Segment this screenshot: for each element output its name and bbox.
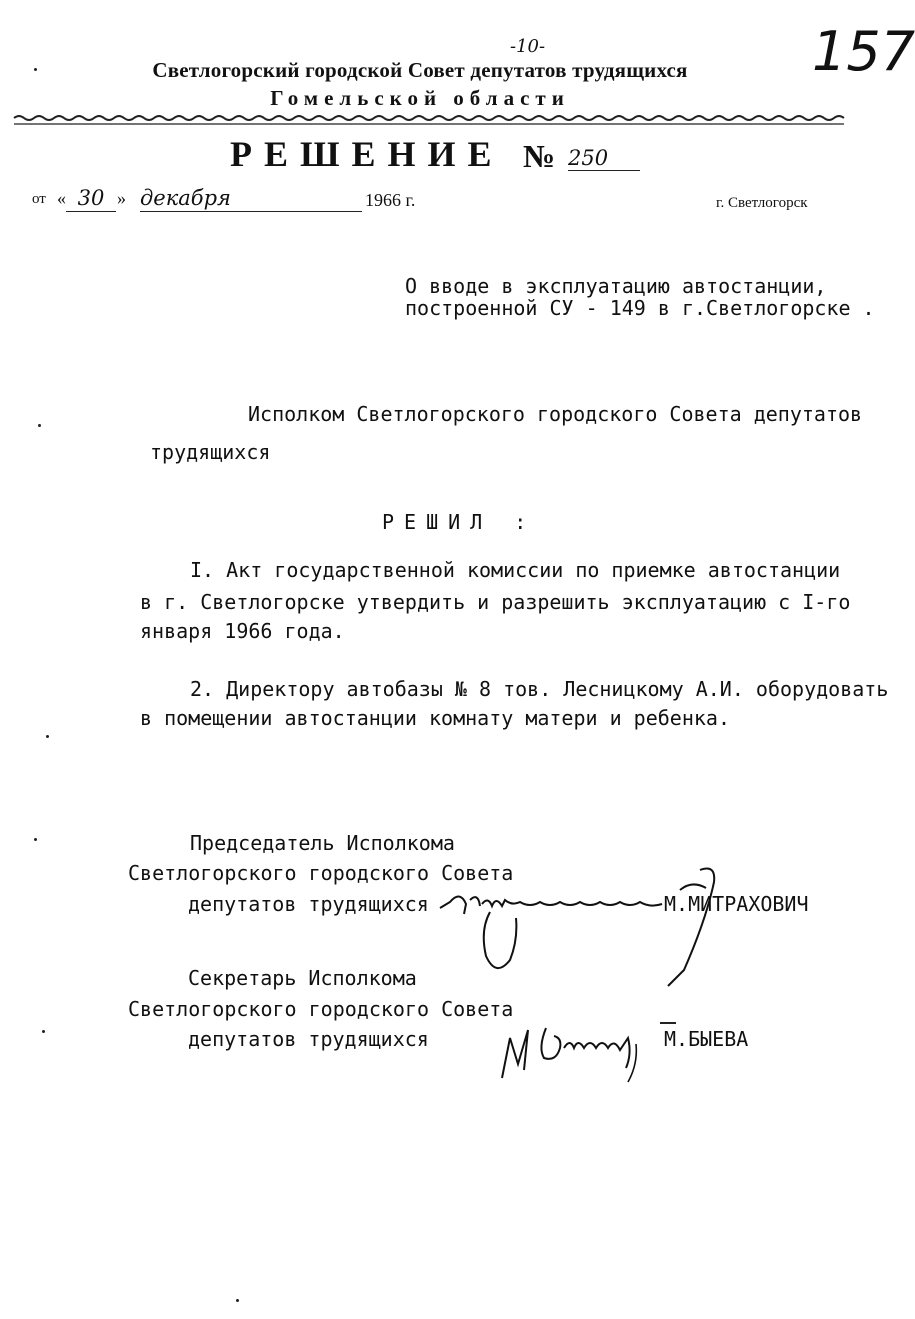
- secretary-name-stroke: [660, 1022, 676, 1024]
- secretary-signature: [488, 1008, 668, 1086]
- item-1-line-2: в г. Светлогорске утвердить и разрешить эксплуатацию с I-го: [140, 590, 851, 614]
- subject-line-1: О вводе в эксплуатацию автостанции,: [405, 274, 827, 298]
- date-day: 30: [66, 186, 116, 212]
- date-year: 1966 г.: [365, 190, 416, 210]
- intro-line-1: Исполком Светлогорского городского Совета депутатов: [248, 402, 863, 426]
- number-label: №: [523, 138, 556, 174]
- secretary-name: М.БЫЕВА: [664, 1027, 749, 1051]
- chair-title-1: Председатель Исполкома: [190, 831, 455, 855]
- document-number: 250: [568, 146, 640, 171]
- chair-title-2: Светлогорского городского Совета: [128, 861, 514, 885]
- document-title: РЕШЕНИЕ: [230, 134, 504, 174]
- scan-speck: [46, 735, 49, 738]
- chair-title-3: депутатов трудящихся: [188, 892, 429, 916]
- date-close-quote: »: [117, 188, 126, 208]
- intro-line-2: трудящихся: [150, 440, 271, 464]
- scan-speck: [34, 838, 37, 841]
- page-number-small: -10-: [510, 36, 546, 57]
- date-prefix: от: [32, 191, 46, 207]
- chair-name: М.МИТРАХОВИЧ: [664, 892, 809, 916]
- header-wavy-rule: [14, 112, 844, 130]
- item-2-line-1: 2. Директору автобазы № 8 тов. Лесницкому А.И. оборудовать: [190, 677, 889, 701]
- date-open-quote: «: [57, 188, 66, 208]
- item-2-line-2: в помещении автостанции комнату матери и ребенка.: [140, 706, 731, 730]
- organization-name: Светлогорский городской Совет депутатов трудящихся: [152, 58, 688, 82]
- item-1-line-1: I. Акт государственной комиссии по приемке автостанции: [190, 558, 841, 582]
- scan-speck: [38, 424, 41, 427]
- organization-region: Гомельской области: [270, 86, 570, 110]
- scan-speck: [42, 1030, 45, 1033]
- item-1-line-3: января 1966 года.: [140, 619, 345, 643]
- decided-heading: РЕШИЛ :: [382, 510, 537, 534]
- secretary-title-1: Секретарь Исполкома: [188, 966, 417, 990]
- date-month: декабря: [140, 186, 362, 212]
- document-city: г. Светлогорск: [716, 195, 808, 211]
- scan-speck: [236, 1299, 239, 1302]
- chair-signature: [430, 860, 730, 990]
- secretary-title-2: Светлогорского городского Совета: [128, 997, 514, 1021]
- scan-speck: [34, 68, 37, 71]
- page-number-handwritten: 157: [812, 20, 915, 83]
- secretary-title-3: депутатов трудящихся: [188, 1027, 429, 1051]
- subject-line-2: построенной СУ - 149 в г.Светлогорске .: [405, 296, 875, 320]
